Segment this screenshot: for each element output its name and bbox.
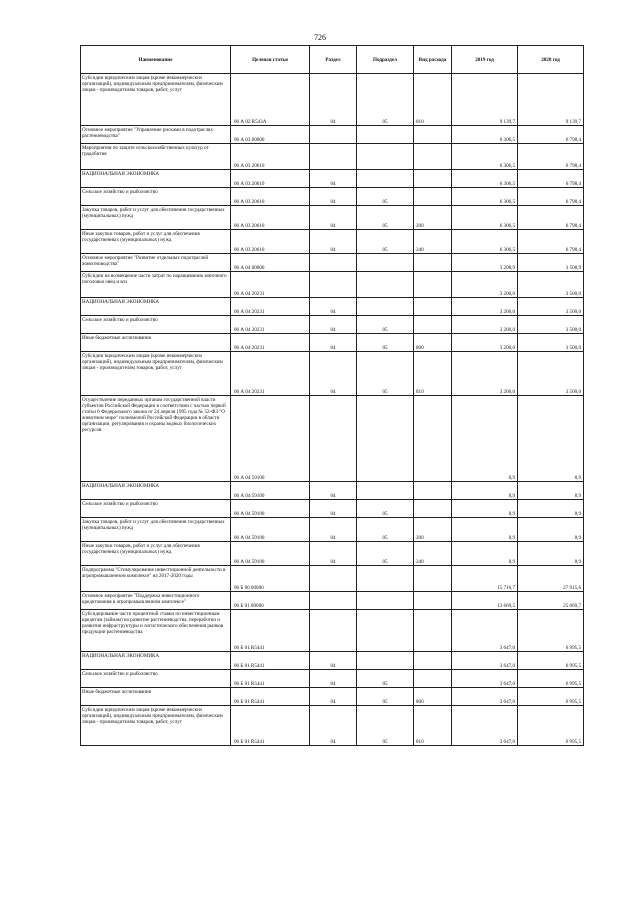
row-subsection: 05 xyxy=(357,206,414,230)
row-value-2019: 6 306,5 xyxy=(452,170,518,188)
row-name: НАЦИОНАЛЬНАЯ ЭКОНОМИКА xyxy=(81,482,231,500)
row-section xyxy=(310,396,357,482)
row-section: 04 xyxy=(310,334,357,352)
row-value-2019: 6 306,5 xyxy=(452,188,518,206)
row-subsection xyxy=(357,592,414,610)
row-subsection: 05 xyxy=(357,74,414,126)
row-target-code: 06 А 04 20231 xyxy=(231,316,310,334)
row-value-2020: 8,9 xyxy=(518,542,584,566)
row-name: Основное мероприятие "Развитие отдельных подотраслей животноводства" xyxy=(81,254,231,272)
table-row xyxy=(81,74,584,126)
row-section: 04 xyxy=(310,688,357,706)
row-value-2019: 6 306,5 xyxy=(452,230,518,254)
row-subsection: 05 xyxy=(357,352,414,396)
header-section: Раздел xyxy=(310,46,357,74)
row-section: 04 xyxy=(310,652,357,670)
row-value-2020: 8,9 xyxy=(518,500,584,518)
row-name: Основное мероприятие "Управление рисками в подотраслях растениеводства" xyxy=(81,126,231,144)
row-subsection: 05 xyxy=(357,706,414,746)
table-row xyxy=(81,670,584,688)
row-value-2020: 27 915,6 xyxy=(518,566,584,592)
header-code: Целевая статья xyxy=(231,46,310,74)
table-row xyxy=(81,592,584,610)
table-row xyxy=(81,316,584,334)
table-row xyxy=(81,500,584,518)
row-expense-type: 240 xyxy=(414,230,452,254)
row-expense-type xyxy=(414,396,452,482)
row-section: 04 xyxy=(310,188,357,206)
row-target-code: 06 А 03 20610 xyxy=(231,188,310,206)
row-target-code: 06 А 02 R543А xyxy=(231,74,310,126)
row-target-code: 06 А 03 20610 xyxy=(231,230,310,254)
table-row xyxy=(81,298,584,316)
row-target-code: 06 А 04 59100 xyxy=(231,518,310,542)
row-value-2020: 6 995,5 xyxy=(518,670,584,688)
row-value-2019: 3 208,9 xyxy=(452,254,518,272)
row-subsection: 05 xyxy=(357,316,414,334)
row-value-2020: 3 508,9 xyxy=(518,254,584,272)
row-target-code: 06 А 03 00000 xyxy=(231,126,310,144)
row-subsection: 05 xyxy=(357,518,414,542)
row-section: 04 xyxy=(310,670,357,688)
table-row xyxy=(81,254,584,272)
row-subsection: 05 xyxy=(357,230,414,254)
table-row xyxy=(81,566,584,592)
header-2019: 2019 год xyxy=(452,46,518,74)
row-value-2019: 13 669,5 xyxy=(452,592,518,610)
row-target-code: 06 А 03 20610 xyxy=(231,144,310,170)
row-expense-type xyxy=(414,298,452,316)
row-target-code: 06 А 03 20610 xyxy=(231,170,310,188)
table-row xyxy=(81,652,584,670)
row-section: 04 xyxy=(310,518,357,542)
row-name: Субсидии юридическим лицам (кроме некоммерческих организаций), индивидуальным предпринимателям, физическим лицам - производителям товаров, работ, услуг xyxy=(81,706,231,746)
row-name: Закупка товаров, работ и услуг для обеспечения государственных (муниципальных) нужд xyxy=(81,518,231,542)
row-expense-type xyxy=(414,652,452,670)
row-section xyxy=(310,272,357,298)
row-subsection xyxy=(357,652,414,670)
header-subsection: Подраздел xyxy=(357,46,414,74)
row-section: 04 xyxy=(310,230,357,254)
row-target-code: 06 А 04 59100 xyxy=(231,396,310,482)
row-expense-type xyxy=(414,610,452,652)
row-subsection: 05 xyxy=(357,688,414,706)
row-expense-type xyxy=(414,254,452,272)
header-name: Наименование xyxy=(81,46,231,74)
row-expense-type: 810 xyxy=(414,74,452,126)
row-expense-type xyxy=(414,566,452,592)
row-subsection: 05 xyxy=(357,542,414,566)
row-name: Иные закупки товаров, работ и услуг для обеспечения государственных (муниципальных) нужд xyxy=(81,230,231,254)
row-name: Субсидии юридическим лицам (кроме некоммерческих организаций), индивидуальным предпринимателям, физическим лицам - производителям товаров, работ, услуг xyxy=(81,74,231,126)
row-name: Сельское хозяйство и рыболовство xyxy=(81,670,231,688)
row-value-2019: 6 306,5 xyxy=(452,206,518,230)
header-expense-type: Вид расхода xyxy=(414,46,452,74)
row-target-code: 06 Б 01 R5441 xyxy=(231,670,310,688)
row-value-2019: 9 139,7 xyxy=(452,74,518,126)
row-section: 04 xyxy=(310,316,357,334)
row-value-2019: 15 716,7 xyxy=(452,566,518,592)
row-target-code: 06 Б 00 00000 xyxy=(231,566,310,592)
row-expense-type xyxy=(414,170,452,188)
table-header-row xyxy=(81,46,584,74)
row-expense-type: 810 xyxy=(414,352,452,396)
table-row xyxy=(81,272,584,298)
table-row xyxy=(81,542,584,566)
row-value-2019: 3 200,0 xyxy=(452,334,518,352)
row-expense-type: 200 xyxy=(414,518,452,542)
row-subsection: 05 xyxy=(357,188,414,206)
table-row xyxy=(81,206,584,230)
row-section: 04 xyxy=(310,542,357,566)
row-expense-type xyxy=(414,592,452,610)
table-row xyxy=(81,688,584,706)
row-name: Субсидии на возмещение части затрат по наращиванию маточного поголовья овец и коз xyxy=(81,272,231,298)
row-value-2019: 8,9 xyxy=(452,518,518,542)
row-subsection xyxy=(357,610,414,652)
row-name: Субсидии юридическим лицам (кроме некоммерческих организаций), индивидуальным предпринимателям, физическим лицам - производителям товаров, работ, услуг xyxy=(81,352,231,396)
page-number: 726 xyxy=(314,33,326,42)
row-subsection xyxy=(357,126,414,144)
row-value-2019: 3 647,0 xyxy=(452,688,518,706)
row-name: Сельское хозяйство и рыболовство xyxy=(81,316,231,334)
row-value-2019: 6 306,5 xyxy=(452,144,518,170)
row-value-2020: 9 139,7 xyxy=(518,74,584,126)
row-expense-type xyxy=(414,188,452,206)
row-name: Мероприятия по защите сельскохозяйственных культур от градобития xyxy=(81,144,231,170)
row-value-2020: 8,9 xyxy=(518,396,584,482)
header-2020: 2020 год xyxy=(518,46,584,74)
row-value-2019: 3 200,0 xyxy=(452,352,518,396)
row-value-2020: 3 500,0 xyxy=(518,352,584,396)
row-target-code: 06 А 04 20231 xyxy=(231,272,310,298)
row-target-code: 06 А 04 20231 xyxy=(231,298,310,316)
row-value-2019: 8,9 xyxy=(452,500,518,518)
row-expense-type xyxy=(414,144,452,170)
row-expense-type: 800 xyxy=(414,334,452,352)
row-name: НАЦИОНАЛЬНАЯ ЭКОНОМИКА xyxy=(81,652,231,670)
row-section xyxy=(310,566,357,592)
row-name: Закупка товаров, работ и услуг для обеспечения государственных (муниципальных) нужд xyxy=(81,206,231,230)
row-value-2020: 3 500,0 xyxy=(518,272,584,298)
row-name: НАЦИОНАЛЬНАЯ ЭКОНОМИКА xyxy=(81,298,231,316)
row-value-2019: 8,9 xyxy=(452,396,518,482)
row-section: 04 xyxy=(310,500,357,518)
budget-table xyxy=(80,45,584,746)
row-value-2019: 3 647,0 xyxy=(452,670,518,688)
row-name: Сельское хозяйство и рыболовство xyxy=(81,500,231,518)
row-name: Осуществление переданных органам государственной власти субъектов Российской Федерации в соответствии с частью первой статьи 6 Федерального закона от 24 апреля 1995 года № 52-ФЗ "О животном мире" полномочий Российской Федерации в области организации, регулирования и охраны водных биологических ресурсов xyxy=(81,396,231,482)
row-subsection xyxy=(357,298,414,316)
row-section xyxy=(310,254,357,272)
row-value-2020: 6 798,4 xyxy=(518,144,584,170)
row-subsection: 05 xyxy=(357,500,414,518)
row-value-2019: 3 200,0 xyxy=(452,298,518,316)
table-row xyxy=(81,396,584,482)
row-subsection: 05 xyxy=(357,334,414,352)
row-section: 04 xyxy=(310,706,357,746)
row-target-code: 06 Б 01 00000 xyxy=(231,592,310,610)
row-value-2020: 6 798,4 xyxy=(518,126,584,144)
row-subsection xyxy=(357,272,414,298)
row-name: Иные бюджетные ассигнования xyxy=(81,688,231,706)
row-name: НАЦИОНАЛЬНАЯ ЭКОНОМИКА xyxy=(81,170,231,188)
row-target-code: 06 А 04 59100 xyxy=(231,542,310,566)
row-target-code: 06 А 04 20231 xyxy=(231,334,310,352)
row-value-2020: 6 995,5 xyxy=(518,652,584,670)
row-section: 04 xyxy=(310,298,357,316)
table-row xyxy=(81,144,584,170)
row-value-2019: 3 647,0 xyxy=(452,706,518,746)
row-value-2019: 3 200,0 xyxy=(452,316,518,334)
row-section: 04 xyxy=(310,352,357,396)
row-name: Иные бюджетные ассигнования xyxy=(81,334,231,352)
row-target-code: 06 Б 01 R5441 xyxy=(231,652,310,670)
row-value-2019: 3 647,0 xyxy=(452,652,518,670)
row-name: Сельское хозяйство и рыболовство xyxy=(81,188,231,206)
table-row xyxy=(81,334,584,352)
row-expense-type xyxy=(414,670,452,688)
row-target-code: 06 Б 01 R5441 xyxy=(231,688,310,706)
table-row xyxy=(81,230,584,254)
row-subsection xyxy=(357,144,414,170)
row-expense-type: 810 xyxy=(414,706,452,746)
table-row xyxy=(81,706,584,746)
row-value-2020: 3 500,0 xyxy=(518,334,584,352)
table-row xyxy=(81,610,584,652)
table-row xyxy=(81,188,584,206)
row-name: Основное мероприятие "Поддержка инвестиционного кредитования в агропромышленном комплексе" xyxy=(81,592,231,610)
row-section xyxy=(310,592,357,610)
row-subsection xyxy=(357,254,414,272)
row-value-2019: 8,9 xyxy=(452,482,518,500)
row-value-2020: 6 995,5 xyxy=(518,610,584,652)
row-value-2019: 6 306,5 xyxy=(452,126,518,144)
row-expense-type xyxy=(414,482,452,500)
row-name: Субсидирование части процентной ставки по инвестиционным кредитам (займам) на развитие растениеводства, переработки и развития инфраструктуры и логистического обеспечения рынков продукции растениеводства xyxy=(81,610,231,652)
row-value-2020: 6 995,5 xyxy=(518,688,584,706)
row-value-2020: 3 500,0 xyxy=(518,316,584,334)
row-subsection: 05 xyxy=(357,670,414,688)
row-subsection xyxy=(357,170,414,188)
row-value-2020: 8,9 xyxy=(518,482,584,500)
row-subsection xyxy=(357,482,414,500)
row-subsection xyxy=(357,566,414,592)
table-row xyxy=(81,518,584,542)
row-expense-type xyxy=(414,500,452,518)
row-section xyxy=(310,610,357,652)
table-row xyxy=(81,126,584,144)
table-row xyxy=(81,170,584,188)
row-target-code: 06 А 04 59100 xyxy=(231,500,310,518)
row-target-code: 06 Б 01 R5441 xyxy=(231,610,310,652)
row-value-2020: 3 500,0 xyxy=(518,298,584,316)
row-value-2020: 6 798,4 xyxy=(518,188,584,206)
row-expense-type: 800 xyxy=(414,688,452,706)
row-section xyxy=(310,126,357,144)
table-row xyxy=(81,352,584,396)
row-name: Подпрограмма "Стимулирование инвестиционной деятельности в агропромышленном комплексе" на 2017-2020 годы xyxy=(81,566,231,592)
row-section: 04 xyxy=(310,74,357,126)
row-value-2020: 6 995,5 xyxy=(518,706,584,746)
row-section: 04 xyxy=(310,206,357,230)
row-subsection xyxy=(357,396,414,482)
row-target-code: 06 А 04 20231 xyxy=(231,352,310,396)
row-value-2020: 8,9 xyxy=(518,518,584,542)
row-expense-type xyxy=(414,272,452,298)
row-name: Иные закупки товаров, работ и услуг для обеспечения государственных (муниципальных) нужд xyxy=(81,542,231,566)
row-target-code: 06 А 04 59100 xyxy=(231,482,310,500)
row-target-code: 06 Б 01 R5441 xyxy=(231,706,310,746)
row-target-code: 06 А 03 20610 xyxy=(231,206,310,230)
row-target-code: 06 А 04 00000 xyxy=(231,254,310,272)
row-expense-type: 240 xyxy=(414,542,452,566)
row-value-2020: 6 798,4 xyxy=(518,170,584,188)
table-row xyxy=(81,482,584,500)
row-expense-type xyxy=(414,126,452,144)
row-expense-type xyxy=(414,316,452,334)
row-value-2020: 6 798,4 xyxy=(518,230,584,254)
row-value-2020: 25 069,7 xyxy=(518,592,584,610)
row-section xyxy=(310,144,357,170)
row-value-2019: 8,9 xyxy=(452,542,518,566)
row-value-2019: 3 647,0 xyxy=(452,610,518,652)
row-section: 04 xyxy=(310,482,357,500)
row-value-2020: 6 798,4 xyxy=(518,206,584,230)
row-expense-type: 200 xyxy=(414,206,452,230)
row-section: 04 xyxy=(310,170,357,188)
row-value-2019: 3 200,0 xyxy=(452,272,518,298)
